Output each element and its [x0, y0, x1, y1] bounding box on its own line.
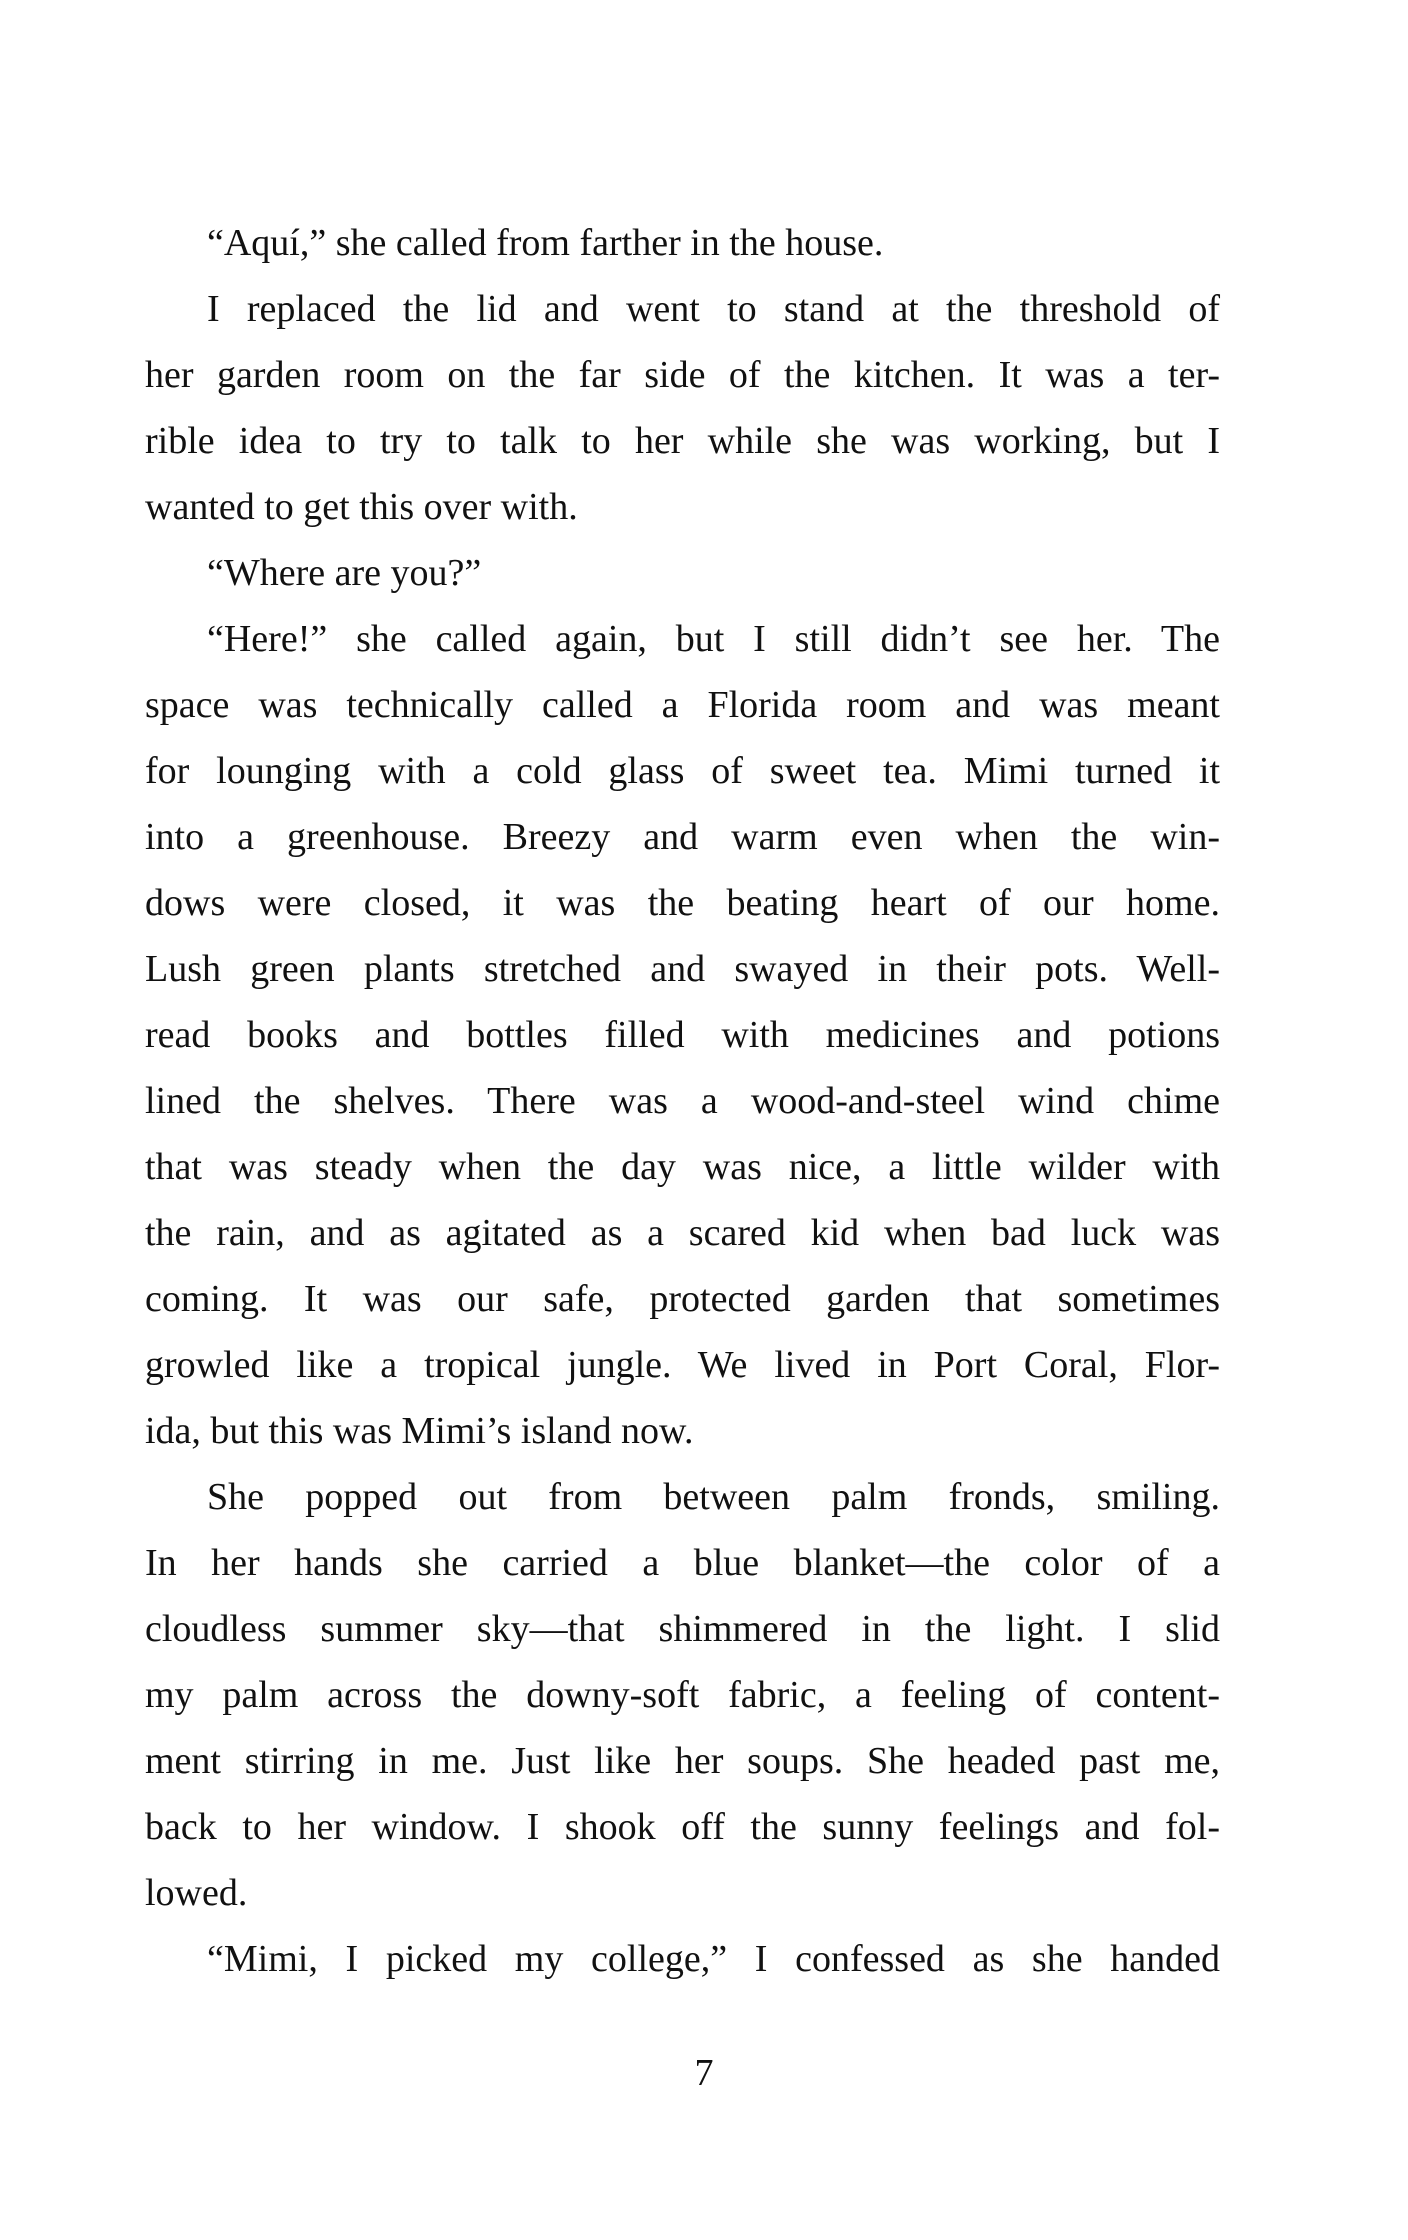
text-line: lowed.: [145, 1872, 248, 1914]
text-line: my palm across the downy-soft fabric, a feeling of content-: [145, 1674, 1220, 1716]
text-line: space was technically called a Florida room and was meant: [145, 684, 1220, 726]
text-line: read books and bottles filled with medicines and potions: [145, 1014, 1220, 1056]
text-line: I replaced the lid and went to stand at the threshold of: [207, 288, 1220, 330]
text-line: the rain, and as agitated as a scared kid when bad luck was: [145, 1212, 1220, 1254]
text-line: ida, but this was Mimi’s island now.: [145, 1410, 694, 1452]
text-line: She popped out from between palm fronds, smiling.: [207, 1476, 1220, 1518]
text-line: wanted to get this over with.: [145, 486, 578, 528]
text-line: “Where are you?”: [207, 552, 482, 594]
text-line: growled like a tropical jungle. We lived in Port Coral, Flor-: [145, 1344, 1220, 1386]
text-line: coming. It was our safe, protected garden that sometimes: [145, 1278, 1220, 1320]
text-line: for lounging with a cold glass of sweet tea. Mimi turned it: [145, 750, 1220, 792]
text-line: rible idea to try to talk to her while she was working, but I: [145, 420, 1220, 462]
text-line: lined the shelves. There was a wood-and-steel wind chime: [145, 1080, 1220, 1122]
text-line: Lush green plants stretched and swayed in their pots. Well-: [145, 948, 1220, 990]
text-line: ment stirring in me. Just like her soups. She headed past me,: [145, 1740, 1220, 1782]
text-line: that was steady when the day was nice, a little wilder with: [145, 1146, 1220, 1188]
page-number: 7: [694, 2052, 714, 2094]
text-line: “Aquí,” she called from farther in the house.: [207, 222, 884, 264]
text-line: back to her window. I shook off the sunny feelings and fol-: [145, 1806, 1220, 1848]
text-line: dows were closed, it was the beating heart of our home.: [145, 882, 1220, 924]
text-line: “Mimi, I picked my college,” I confessed as she handed: [207, 1938, 1220, 1980]
text-line: into a greenhouse. Breezy and warm even when the win-: [145, 816, 1220, 858]
text-line: her garden room on the far side of the kitchen. It was a ter-: [145, 354, 1220, 396]
text-line: In her hands she carried a blue blanket—the color of a: [145, 1542, 1220, 1584]
text-line: “Here!” she called again, but I still didn’t see her. The: [207, 618, 1220, 660]
text-line: cloudless summer sky—that shimmered in the light. I slid: [145, 1608, 1220, 1650]
